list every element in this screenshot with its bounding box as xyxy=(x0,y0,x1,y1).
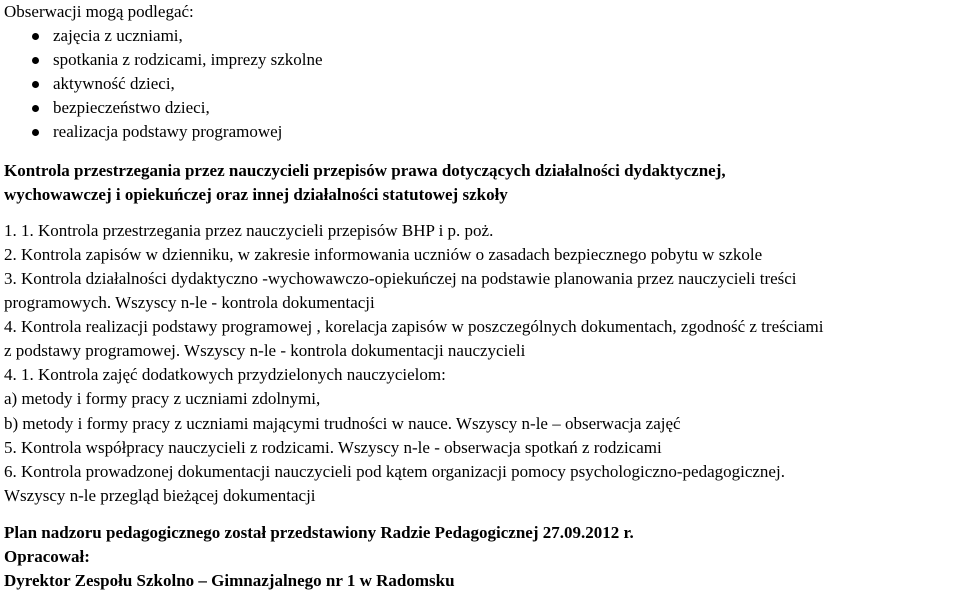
list-item-text: spotkania z rodzicami, imprezy szkolne xyxy=(53,50,323,70)
observation-intro: Obserwacji mogą podlegać: xyxy=(4,2,194,21)
item-line: 4. Kontrola realizacji podstawy programowej , korelacja zapisów w poszczególnych dokumentach, zgodność z treściami xyxy=(4,317,824,337)
bullet-icon xyxy=(32,57,39,64)
document-page xyxy=(4,0,956,593)
item-line: a) metody i formy pracy z uczniami zdolnymi, xyxy=(4,389,321,409)
list-item-text: realizacja podstawy programowej xyxy=(53,122,283,142)
item-line: z podstawy programowej. Wszyscy n-le - kontrola dokumentacji nauczycieli xyxy=(4,341,526,361)
plan-statement: Plan nadzoru pedagogicznego został przedstawiony Radzie Pedagogicznej 27.09.2012 r. xyxy=(4,522,634,542)
list-item-text: zajęcia z uczniami, xyxy=(53,26,183,46)
item-line: 3. Kontrola działalności dydaktyczno -wychowawczo-opiekuńczej na podstawie planowania przez nauczycieli treści xyxy=(4,268,797,288)
item-line: Wszyscy n-le przegląd bieżącej dokumentacji xyxy=(4,485,316,505)
kontrola-heading-line-1: Kontrola przestrzegania przez nauczycieli przepisów prawa dotyczących działalności dydaktycznej, xyxy=(4,160,726,180)
item-line: 4. 1. Kontrola zajęć dodatkowych przydzielonych nauczycielom: xyxy=(4,365,446,385)
bullet-icon xyxy=(32,33,39,40)
list-item-text: bezpieczeństwo dzieci, xyxy=(53,98,210,118)
kontrola-heading-line-2: wychowawczej i opiekuńczej oraz innej działalności statutowej szkoły xyxy=(4,184,508,204)
bullet-icon xyxy=(32,105,39,112)
observation-list xyxy=(4,24,956,144)
list-item xyxy=(4,120,956,144)
bullet-icon xyxy=(32,129,39,136)
author-signature: Dyrektor Zespołu Szkolno – Gimnazjalnego nr 1 w Radomsku xyxy=(4,571,455,591)
list-item xyxy=(4,24,956,48)
list-item xyxy=(4,72,956,96)
item-line: 2. Kontrola zapisów w dzienniku, w zakresie informowania uczniów o zasadach bezpiecznego pobytu w szkole xyxy=(4,244,763,264)
list-item-text: aktywność dzieci, xyxy=(53,74,175,94)
item-line: 6. Kontrola prowadzonej dokumentacji nauczycieli pod kątem organizacji pomocy psychologiczno-pedagogicznej. xyxy=(4,461,785,481)
item-line: 5. Kontrola współpracy nauczycieli z rodzicami. Wszyscy n-le - obserwacja spotkań z rodzicami xyxy=(4,437,662,457)
item-line: programowych. Wszyscy n-le - kontrola dokumentacji xyxy=(4,293,375,313)
bullet-icon xyxy=(32,81,39,88)
list-item xyxy=(4,48,956,72)
list-item xyxy=(4,96,956,120)
item-line: b) metody i formy pracy z uczniami mającymi trudności w nauce. Wszyscy n-le – obserwacja zajęć xyxy=(4,413,681,433)
prepared-by-label: Opracował: xyxy=(4,546,90,566)
item-line: 1. 1. Kontrola przestrzegania przez nauczycieli przepisów BHP i p. poż. xyxy=(4,220,494,240)
